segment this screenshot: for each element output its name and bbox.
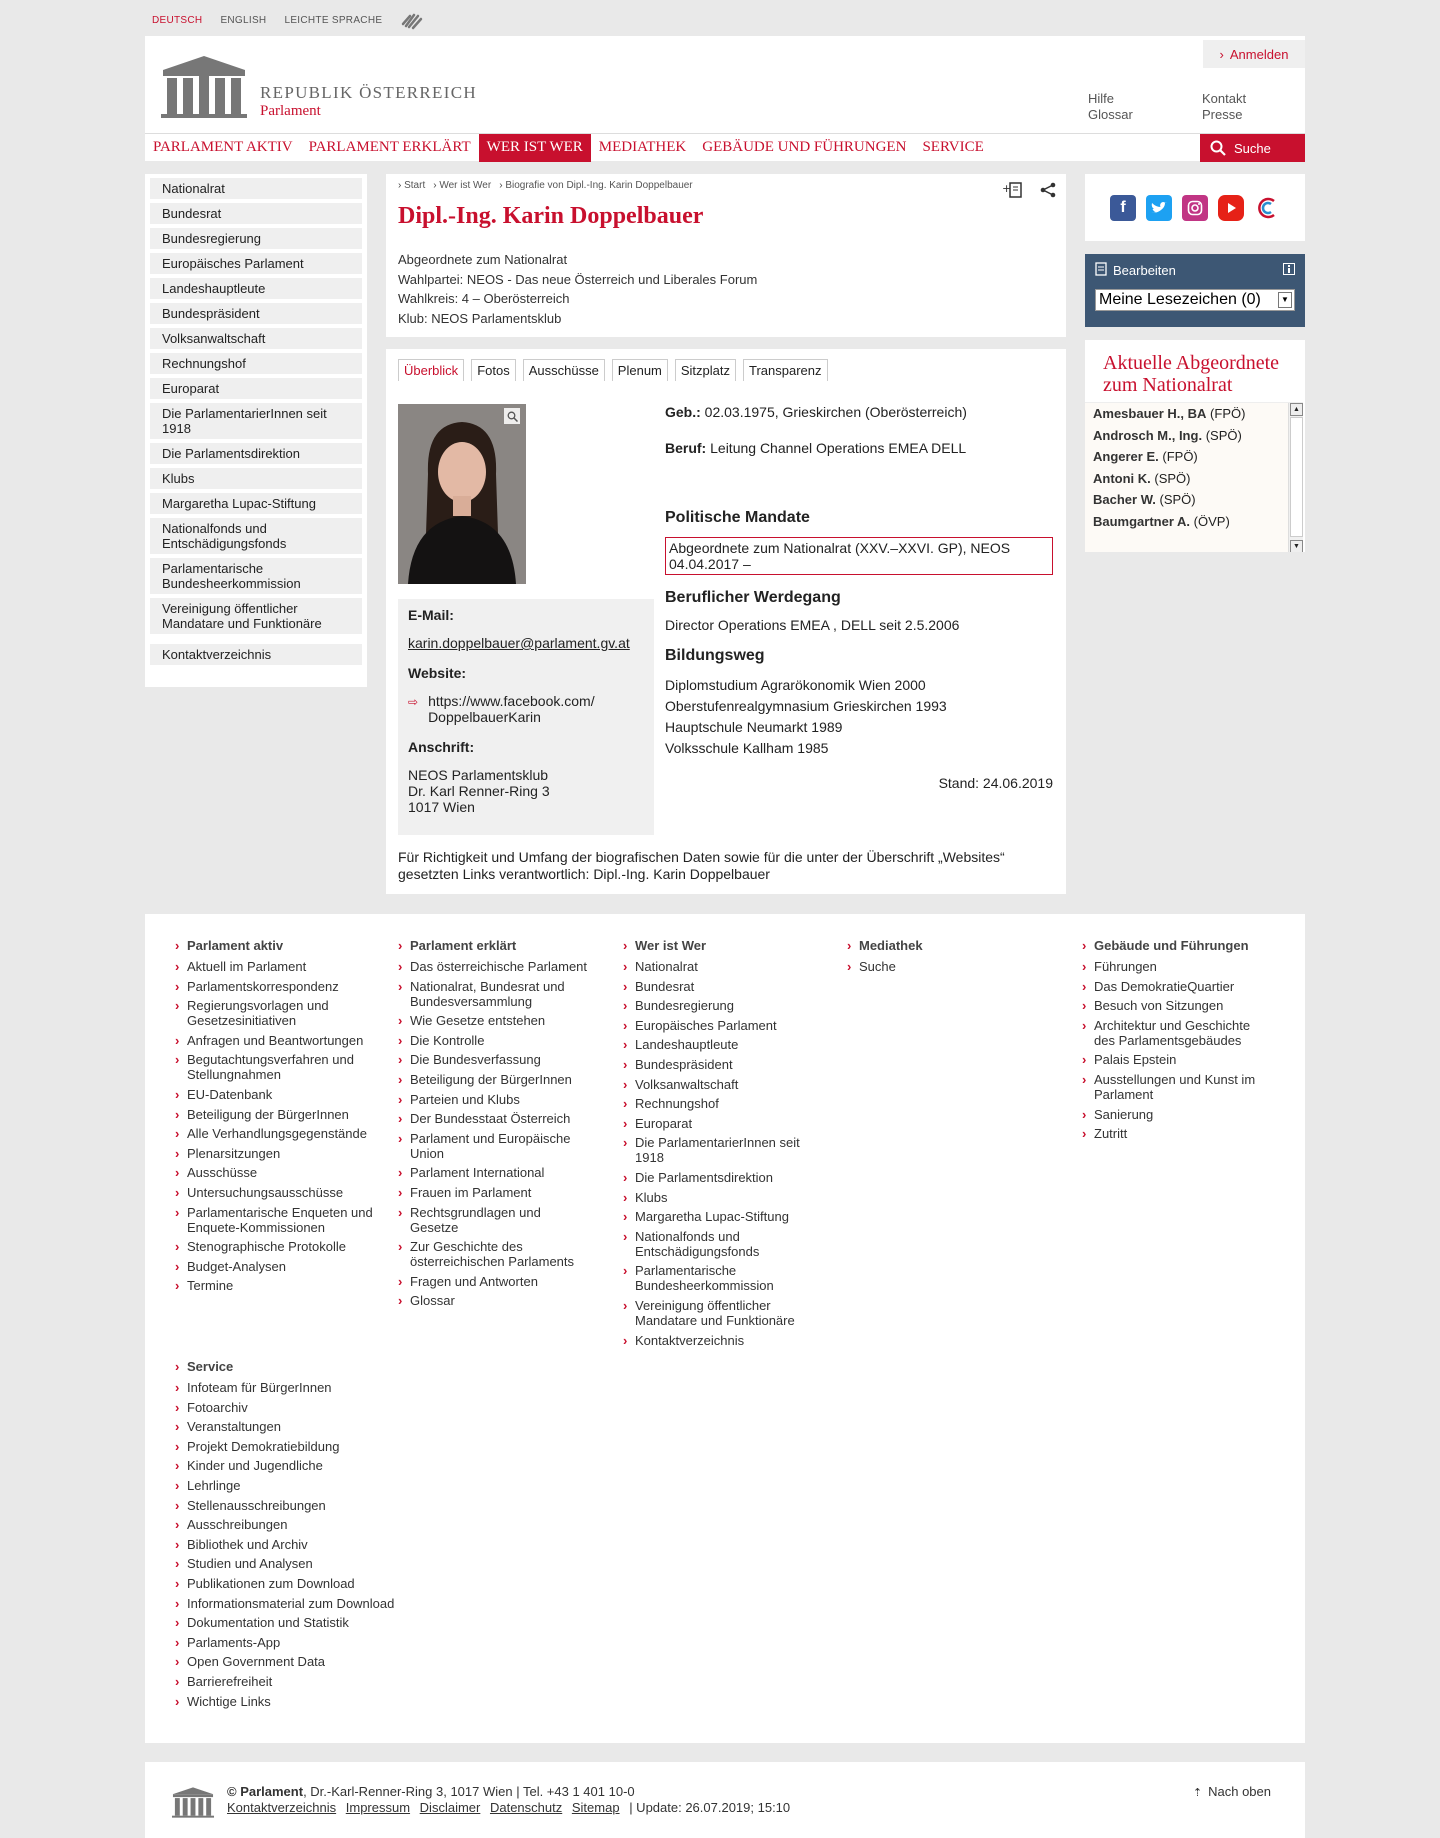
education-list [665,675,1053,759]
footer-link-datenschutz[interactable]: Datenschutz [489,1800,563,1815]
nav-mediathek[interactable]: MEDIATHEK [598,139,687,155]
sitemap-link[interactable]: › Alle Verhandlungsgegenstände [175,1126,375,1141]
sitemap-link[interactable]: › Führungen [1082,959,1272,974]
scroll-down-icon[interactable]: ▼ [1290,540,1303,552]
current-members-list [1085,402,1303,552]
sitemap-link[interactable]: › Dokumentation und Statistik [175,1615,415,1630]
sidebar-item-bundespraesident[interactable]: Bundespräsident [150,303,362,324]
sitemap-link[interactable]: › Ausschüsse [175,1165,375,1180]
sidebar-item-bundesregierung[interactable]: Bundesregierung [150,228,362,249]
sitemap-link[interactable]: › Das DemokratieQuartier [1082,979,1272,994]
sitemap-heading[interactable]: › Gebäude und Führungen [1082,938,1272,953]
sitemap-link[interactable]: › EU-Datenbank [175,1087,375,1102]
sitemap-heading[interactable]: › Service [175,1359,415,1374]
member-party: (SPÖ) [1154,470,1191,486]
back-to-top-label: Nach oben [1208,1784,1271,1799]
birth-value: 02.03.1975, Grieskirchen (Oberösterreich) [704,404,967,420]
facebook-icon[interactable]: f [1110,195,1136,221]
sitemap-link[interactable]: › Wichtige Links [175,1694,415,1709]
sitemap-link[interactable]: › Vereinigung öffentlicher Mandatare und Funktionäre [623,1298,813,1328]
website-entry [408,693,644,725]
sitemap-link[interactable]: › Klubs [623,1190,813,1205]
share-icon[interactable] [1040,182,1056,203]
list-item[interactable] [1085,511,1303,533]
sitemap-link[interactable]: › Die Bundesverfassung [398,1052,588,1067]
list-item[interactable] [1085,468,1303,490]
nav-gebaeude[interactable]: GEBÄUDE UND FÜHRUNGEN [702,139,907,155]
scroll-up-icon[interactable]: ▲ [1290,403,1303,416]
sidebar-item-bundesheerkommission[interactable]: Parlamentarische Bundesheerkommission [150,558,362,594]
bio-header [386,174,1066,337]
breadcrumb-current: › Biografie von Dipl.-Ing. Karin Doppelbauer [499,180,692,191]
sidebar-item-rechnungshof[interactable]: Rechnungshof [150,353,362,374]
sidebar-item-landeshauptleute[interactable]: Landeshauptleute [150,278,362,299]
sitemap-link[interactable]: › Nationalfonds und Entschädigungsfonds [623,1229,813,1259]
sitemap-link[interactable]: › Architektur und Geschichte des Parlamentsgebäudes [1082,1018,1272,1048]
sidebar-item-nationalfonds[interactable]: Nationalfonds und Entschädigungsfonds [150,518,362,554]
sitemap-link[interactable]: › Parlamentarische Enqueten und Enquete-Kommissionen [175,1205,375,1235]
main-navigation [145,133,1305,161]
member-name: Androsch M., Ing. [1093,427,1203,443]
list-scrollbar[interactable] [1288,403,1303,552]
help-link[interactable]: Hilfe [1088,91,1115,106]
sitemap-link[interactable]: › Informationsmaterial zum Download [175,1596,415,1611]
header-actions [1002,182,1056,203]
sitemap-link[interactable]: › Suche [847,959,1047,974]
website-link[interactable]: https://www.facebook.com/ DoppelbauerKarin [428,693,595,725]
address-line-2: Dr. Karl Renner-Ring 3 [408,783,550,799]
sitemap-link[interactable]: › Landeshauptleute [623,1037,813,1052]
tab-sitzplatz[interactable]: Sitzplatz [675,359,736,381]
util-links-left [1088,91,1133,123]
info-icon[interactable] [1283,263,1295,278]
back-to-top-link[interactable] [1193,1784,1271,1799]
bookmarks-header [1095,262,1295,279]
bio-facts [665,404,1053,791]
bio-constituency: Wahlkreis: 4 – Oberösterreich [398,291,570,306]
sitemap-link[interactable]: › Barrierefreiheit [175,1674,415,1689]
sitemap-link[interactable]: › Rechnungshof [623,1096,813,1111]
lang-english[interactable]: ENGLISH [220,14,267,26]
member-name: Angerer E. [1093,449,1159,464]
tab-plenum[interactable]: Plenum [612,359,668,381]
chevron-right-icon: › [1219,46,1224,62]
sitemap-link[interactable]: › Palais Epstein [1082,1052,1272,1067]
sitemap-link[interactable]: › Untersuchungsausschüsse [175,1185,375,1200]
sitemap-link[interactable]: › Nationalrat, Bundesrat und Bundesversammlung [398,979,588,1009]
sitemap-link[interactable]: › Europarat [623,1116,813,1131]
breadcrumb-start[interactable]: › Start [398,180,425,191]
sitemap-link[interactable]: › Wie Gesetze entstehen [398,1013,588,1028]
sitemap-link[interactable]: › Bundesrat [623,979,813,994]
sidebar-item-eu-parlament[interactable]: Europäisches Parlament [150,253,362,274]
sitemap-link[interactable]: › Die ParlamentarierInnen seit 1918 [623,1135,813,1165]
glossary-link[interactable]: Glossar [1088,107,1133,122]
sitemap-link[interactable]: › Stenographische Protokolle [175,1239,375,1254]
sitemap-link[interactable]: › Studien und Analysen [175,1556,415,1571]
sidebar-item-vereinigung[interactable]: Vereinigung öffentlicher Mandatare und Funktionäre [150,598,362,634]
sidebar-item-klubs[interactable]: Klubs [150,468,362,489]
sitemap-link[interactable]: › Zutritt [1082,1126,1272,1141]
sitemap-link[interactable]: › Veranstaltungen [175,1419,415,1434]
sitemap-link[interactable]: › Nationalrat [623,959,813,974]
page-footer [145,1762,1305,1838]
footer-info [227,1784,790,1816]
site-title[interactable]: REPUBLIK ÖSTERREICH [260,83,477,102]
sitemap-link[interactable]: › Lehrlinge [175,1478,415,1493]
tab-ueberblick[interactable]: Überblick [398,359,464,381]
footer-copyright: © Parlament [227,1784,304,1799]
nav-parlament-erklaert[interactable]: PARLAMENT ERKLÄRT [308,139,471,155]
sitemap-link[interactable]: › Publikationen zum Download [175,1576,415,1591]
footer-link-disclaimer[interactable]: Disclaimer [419,1800,481,1815]
sitemap-link[interactable]: › Beteiligung der BürgerInnen [175,1107,375,1122]
status-date: Stand: 24.06.2019 [938,775,1053,791]
portrait-photo[interactable] [398,404,526,584]
list-item[interactable] [1085,425,1303,447]
breadcrumb [398,180,1054,191]
sitemap-link[interactable]: › Kinder und Jugendliche [175,1458,415,1473]
list-item[interactable] [1085,403,1303,425]
bookmarks-edit-link[interactable]: Bearbeiten [1113,263,1176,278]
sitemap-link[interactable]: › Infoteam für BürgerInnen [175,1380,415,1395]
sitemap-link[interactable]: › Glossar [398,1293,588,1308]
chevron-down-icon: ▼ [1278,292,1292,308]
login-button[interactable] [1203,40,1305,68]
contact-link[interactable]: Kontakt [1202,91,1247,106]
search-label: Suche [1234,140,1271,156]
footer-update: | Update: 26.07.2019; 15:10 [629,1800,791,1815]
website-label: Website: [408,665,467,681]
sitemap-link[interactable]: › Projekt Demokratiebildung [175,1439,415,1454]
member-party: (ÖVP) [1193,513,1230,529]
sitemap-link[interactable]: › Parlaments-App [175,1635,415,1650]
list-item[interactable] [1085,446,1303,468]
footer-address: , Dr.-Karl-Renner-Ring 3, 1017 Wien | Tel. +43 1 401 10-0 [303,1784,635,1799]
lang-deutsch[interactable]: DEUTSCH [152,14,203,26]
sitemap-link[interactable]: › Zur Geschichte des österreichischen Parlaments [398,1239,588,1269]
member-party: (FPÖ) [1210,406,1246,421]
sitemap-link[interactable]: › Bundespräsident [623,1057,813,1072]
birth-label: Geb.: [665,404,701,420]
bookmarks-select-value: Meine Lesezeichen (0) [1099,291,1261,308]
contact-box [398,599,654,835]
bookmark-icon [1095,262,1107,279]
arrow-up-icon: ⇡ [1192,1787,1203,1799]
sitemap-col-service [175,1359,415,1713]
site-subtitle[interactable]: Parlament [260,103,321,119]
scroll-thumb[interactable] [1290,417,1303,537]
member-name: Antoni K. [1093,470,1151,486]
sitemap-link[interactable]: › Parlament International [398,1165,588,1180]
nav-parlament-aktiv[interactable]: PARLAMENT AKTIV [153,139,293,155]
job-info [665,440,1053,456]
sitemap-link[interactable]: › Kontaktverzeichnis [623,1333,813,1348]
sitemap-link[interactable]: › Der Bundesstaat Österreich [398,1111,588,1126]
footer-link-sitemap[interactable]: Sitemap [571,1800,620,1815]
sitemap-link[interactable]: › Begutachtungsverfahren und Stellungnahmen [175,1052,375,1082]
address-line-3: 1017 Wien [408,799,475,815]
bio-role: Abgeordnete zum Nationalrat [398,252,568,267]
footer-address-line [227,1784,790,1800]
sidebar-item-parlamentsdirektion[interactable]: Die Parlamentsdirektion [150,443,362,464]
sitemap-link[interactable]: › Fotoarchiv [175,1400,415,1415]
disclaimer-text: Für Richtigkeit und Umfang der biografischen Daten sowie für die unter der Überschrift „Websites“ gesetzten Links verantwortlich: Dipl.-Ing. Karin Doppelbauer [398,849,1005,882]
sidebar-item-parlamentarierinnen[interactable]: Die ParlamentarierInnen seit 1918 [150,403,362,439]
bookmarks-select[interactable] [1095,289,1295,311]
search-icon [1210,140,1226,156]
site-header [145,36,1305,161]
language-bar [152,12,424,28]
sitemap-link[interactable]: › Regierungsvorlagen und Gesetzesinitiativen [175,998,375,1028]
page-title: Dipl.-Ing. Karin Doppelbauer [398,203,704,229]
sitemap-link[interactable]: › Plenarsitzungen [175,1146,375,1161]
twitter-icon[interactable] [1146,195,1172,221]
bio-summary [398,250,1054,328]
bio-body [386,349,1066,894]
sitemap-link[interactable]: › Parlamentskorrespondenz [175,979,375,994]
nav-wer-ist-wer[interactable]: WER IST WER [479,134,591,162]
tab-bar [398,359,1054,381]
sitemap-link[interactable]: › Stellenausschreibungen [175,1498,415,1513]
press-link[interactable]: Presse [1202,107,1243,122]
sitemap-link[interactable]: › Anfragen und Beantwortungen [175,1033,375,1048]
search-button[interactable] [1200,134,1305,162]
footer-link-impressum[interactable]: Impressum [345,1800,411,1815]
sitemap-heading[interactable]: › Wer ist Wer [623,938,813,953]
sitemap-heading[interactable]: › Parlament aktiv [175,938,375,953]
footer-links [227,1800,790,1816]
sidebar-item-volksanwaltschaft[interactable]: Volksanwaltschaft [150,328,362,349]
member-name: Amesbauer H., BA [1093,406,1207,421]
tab-ausschuesse[interactable]: Ausschüsse [523,359,605,381]
email-label: E-Mail: [408,607,454,623]
sitemap-link[interactable]: › Frauen im Parlament [398,1185,588,1200]
sitemap-link[interactable]: › Europäisches Parlament [623,1018,813,1033]
sitemap-link[interactable]: › Besuch von Sitzungen [1082,998,1272,1013]
sidebar-item-lupac-stiftung[interactable]: Margaretha Lupac-Stiftung [150,493,362,514]
sitemap-col-erklaert [398,938,588,1313]
list-item[interactable] [1085,489,1303,511]
sitemap-heading[interactable]: › Mediathek [847,938,1047,953]
sitemap-link[interactable]: › Parlamentarische Bundesheerkommission [623,1263,813,1293]
education-item: Hauptschule Neumarkt 1989 [665,719,843,735]
sitemap-link[interactable]: › Bibliothek und Archiv [175,1537,415,1552]
tab-transparenz[interactable]: Transparenz [743,359,828,381]
email-link[interactable]: karin.doppelbauer@parlament.gv.at [408,635,630,651]
instagram-icon[interactable] [1182,195,1208,221]
sitemap-link[interactable]: › Sanierung [1082,1107,1272,1122]
left-sidebar [145,174,367,687]
education-item: Diplomstudium Agrarökonomik Wien 2000 [665,677,926,693]
education-heading: Bildungsweg [665,647,765,664]
sitemap-col-wer [623,938,813,1352]
footer-link-kontakt[interactable]: Kontaktverzeichnis [227,1800,337,1815]
footer-logo-icon[interactable] [171,1786,215,1818]
member-party: (SPÖ) [1159,492,1196,507]
svg-text:+: + [1002,182,1012,195]
external-link-icon: ⇨ [408,695,419,709]
bio-club: Klub: NEOS Parlamentsklub [398,310,562,326]
member-party: (SPÖ) [1205,427,1242,443]
tab-fotos[interactable]: Fotos [471,359,516,381]
career-heading: Beruflicher Werdegang [665,589,841,606]
bio-party: Wahlpartei: NEOS - Das neue Österreich und Liberales Forum [398,271,758,287]
sitemap-link[interactable]: › Aktuell im Parlament [175,959,375,974]
sidebar-item-nationalrat[interactable]: Nationalrat [150,178,362,199]
bookmarks-panel [1085,254,1305,327]
member-party: (FPÖ) [1162,449,1198,464]
sidebar-item-bundesrat[interactable]: Bundesrat [150,203,362,224]
sidebar-item-europarat[interactable]: Europarat [150,378,362,399]
sign-language-icon[interactable] [400,10,424,30]
util-links-right [1202,91,1246,123]
login-label: Anmelden [1229,46,1289,62]
education-item: Volksschule Kallham 1985 [665,740,829,756]
democracy-webzine-icon[interactable] [1254,195,1280,221]
sitemap-link[interactable]: › Termine [175,1278,375,1293]
add-bookmark-icon[interactable] [1002,182,1024,203]
sitemap-link[interactable]: › Bundesregierung [623,998,813,1013]
sidebar-item-kontaktverzeichnis[interactable]: Kontaktverzeichnis [150,644,362,665]
sitemap-link[interactable]: › Das österreichische Parlament [398,959,588,974]
career-item: Director Operations EMEA , DELL seit 2.5.2006 [665,617,960,633]
parliament-logo-icon[interactable] [159,54,249,118]
nav-service[interactable]: SERVICE [922,139,984,155]
mandate-item: Abgeordnete zum Nationalrat (XXV.–XXVI. GP), NEOS 04.04.2017 – [665,537,1053,575]
sitemap-link[interactable]: › Fragen und Antworten [398,1274,588,1289]
footer-sitemap [145,914,1305,1743]
zoom-icon[interactable] [504,408,520,424]
birth-info [665,404,1053,420]
member-name: Bacher W. [1093,492,1156,507]
sitemap-link[interactable]: › Ausschreibungen [175,1517,415,1532]
breadcrumb-wer-ist-wer[interactable]: › Wer ist Wer [433,180,491,191]
sitemap-link[interactable]: › Margaretha Lupac-Stiftung [623,1209,813,1224]
education-item: Oberstufenrealgymnasium Grieskirchen 1993 [665,698,947,714]
youtube-icon[interactable] [1218,195,1244,221]
sitemap-link[interactable]: › Beteiligung der BürgerInnen [398,1072,588,1087]
address-block [408,767,644,815]
sitemap-link[interactable]: › Parlament und Europäische Union [398,1131,588,1161]
social-links [1085,174,1305,241]
sitemap-col-mediathek [847,938,1047,979]
sitemap-link[interactable]: › Parteien und Klubs [398,1092,588,1107]
current-members-panel [1085,340,1305,552]
sitemap-col-aktiv [175,938,375,1298]
address-line-1: NEOS Parlamentsklub [408,767,549,783]
lang-leichte-sprache[interactable]: LEICHTE SPRACHE [284,14,383,26]
address-label: Anschrift: [408,739,475,755]
sitemap-col-gebaeude [1082,938,1272,1146]
current-members-title: Aktuelle Abgeordnete zum Nationalrat [1103,352,1280,396]
sitemap-link[interactable]: › Die Kontrolle [398,1033,588,1048]
job-value: Leitung Channel Operations EMEA DELL [710,440,967,456]
sitemap-link[interactable]: › Budget-Analysen [175,1259,375,1274]
sitemap-link[interactable]: › Volksanwaltschaft [623,1077,813,1092]
sitemap-heading[interactable]: › Parlament erklärt [398,938,588,953]
sitemap-link[interactable]: › Open Government Data [175,1654,415,1669]
mandates-heading: Politische Mandate [665,509,810,526]
sitemap-link[interactable]: › Die Parlamentsdirektion [623,1170,813,1185]
job-label: Beruf: [665,440,707,456]
sitemap-link[interactable]: › Ausstellungen und Kunst im Parlament [1082,1072,1272,1102]
sitemap-link[interactable]: › Rechtsgrundlagen und Gesetze [398,1205,588,1235]
member-name: Baumgartner A. [1093,513,1191,529]
